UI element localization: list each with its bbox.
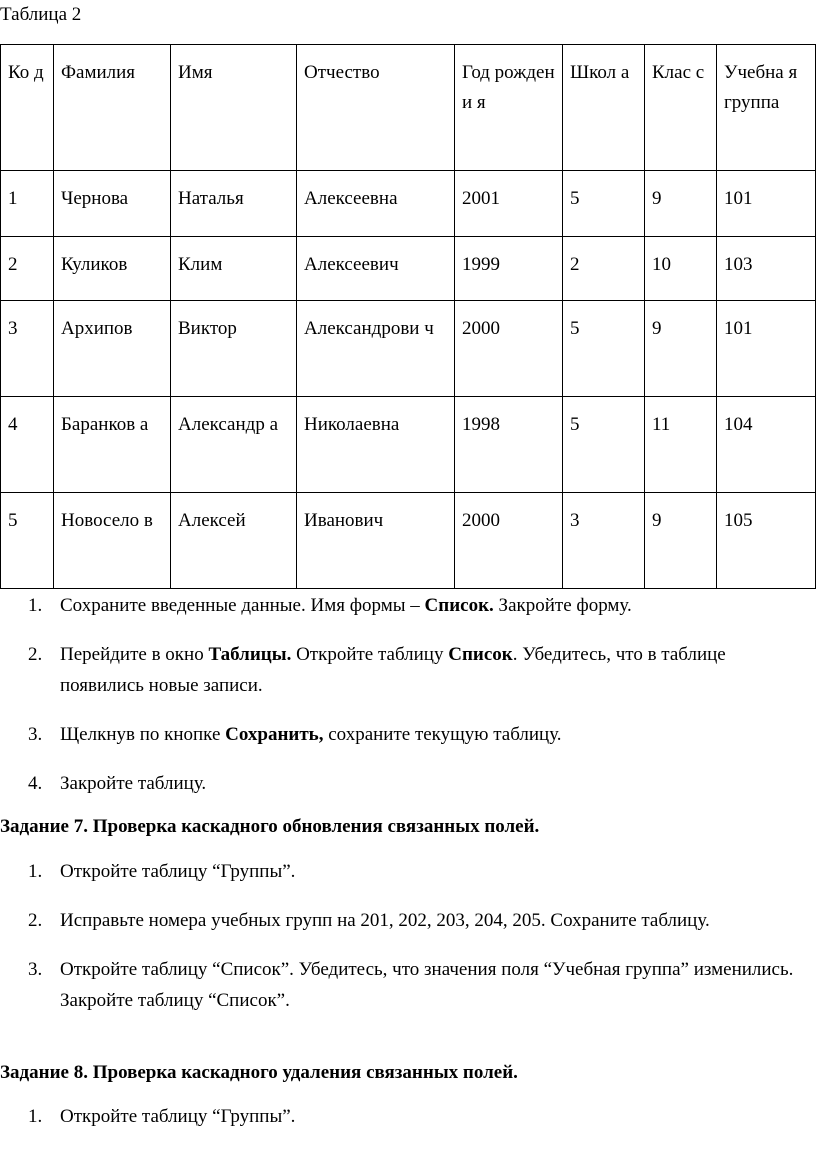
list-item: [0, 590, 800, 621]
table-cell: 1: [1, 171, 54, 237]
table-caption: Таблица 2: [0, 4, 82, 25]
list-text: Откройте таблицу: [291, 644, 449, 665]
table-cell: 3: [1, 301, 54, 397]
list-text: Закройте форму.: [493, 595, 632, 616]
header-cell: Ко д: [1, 45, 54, 171]
list-item: [0, 639, 800, 701]
table-cell: 2: [1, 237, 54, 301]
table-cell: Архипов: [54, 301, 171, 397]
table-cell: 3: [563, 493, 645, 589]
header-cell: Отчество: [297, 45, 455, 171]
list-number: 3.: [28, 724, 43, 745]
table-cell: 5: [563, 397, 645, 493]
table-cell: 5: [563, 171, 645, 237]
window-name-bold: Таблицы.: [208, 644, 292, 665]
list-text: Закройте таблицу.: [60, 773, 207, 794]
table-cell: Николаевна: [297, 397, 455, 493]
list-item: [0, 719, 800, 750]
list-text: Откройте таблицу “Список”. Убедитесь, что значения поля “Учебная группа” изменились. Закройте таблицу “Список”.: [60, 959, 794, 1011]
header-cell: Фамилия: [54, 45, 171, 171]
list-text: Откройте таблицу “Группы”.: [60, 861, 296, 882]
task8-heading: Задание 8. Проверка каскадного удаления связанных полей.: [0, 1062, 518, 1083]
table-cell: 105: [717, 493, 816, 589]
list-number: 2.: [28, 910, 43, 931]
instructions-list: [0, 590, 800, 817]
table-row: [1, 301, 816, 397]
table-cell: 2: [563, 237, 645, 301]
students-table: [0, 44, 816, 589]
list-number: 1.: [28, 595, 43, 616]
task7-list: [0, 856, 800, 1034]
table-cell: 101: [717, 171, 816, 237]
list-number: 2.: [28, 644, 43, 665]
table-cell: 2000: [455, 301, 563, 397]
table-cell: Виктор: [171, 301, 297, 397]
table-cell: 103: [717, 237, 816, 301]
table-cell: 4: [1, 397, 54, 493]
list-number: 3.: [28, 959, 43, 980]
list-text: Перейдите в окно: [60, 644, 209, 665]
list-item: [0, 905, 800, 936]
table-cell: 11: [645, 397, 717, 493]
list-text: сохраните текущую таблицу.: [323, 724, 562, 745]
table-cell: Наталья: [171, 171, 297, 237]
table-cell: 5: [1, 493, 54, 589]
list-number: 4.: [28, 773, 43, 794]
table-cell: 9: [645, 493, 717, 589]
table-header-row: [1, 45, 816, 171]
list-number: 1.: [28, 1106, 43, 1127]
list-item: [0, 856, 800, 887]
table-cell: 2000: [455, 493, 563, 589]
table-cell: 5: [563, 301, 645, 397]
list-text: Откройте таблицу “Группы”.: [60, 1106, 296, 1127]
header-cell: Школ а: [563, 45, 645, 171]
table-cell: Алексеевич: [297, 237, 455, 301]
table-cell: Чернова: [54, 171, 171, 237]
table-name-bold: Список: [448, 644, 513, 665]
table-cell: Александр а: [171, 397, 297, 493]
table-cell: 104: [717, 397, 816, 493]
list-text: Сохраните введенные данные. Имя формы –: [60, 595, 425, 616]
save-button-name-bold: Сохранить,: [225, 724, 324, 745]
table-row: [1, 237, 816, 301]
table-cell: Иванович: [297, 493, 455, 589]
table-cell: 101: [717, 301, 816, 397]
table-cell: 10: [645, 237, 717, 301]
list-number: 1.: [28, 861, 43, 882]
task8-list: [0, 1101, 800, 1150]
form-name-bold: Список.: [424, 595, 494, 616]
task7-heading: Задание 7. Проверка каскадного обновления связанных полей.: [0, 816, 540, 837]
table-cell: 9: [645, 171, 717, 237]
list-item: [0, 1101, 800, 1132]
table-cell: 9: [645, 301, 717, 397]
list-item: [0, 768, 800, 799]
table-cell: 2001: [455, 171, 563, 237]
list-text: Исправьте номера учебных групп на 201, 202, 203, 204, 205. Сохраните таблицу.: [60, 910, 710, 931]
table-cell: 1998: [455, 397, 563, 493]
table-row: [1, 171, 816, 237]
table-cell: 1999: [455, 237, 563, 301]
header-cell: Клас с: [645, 45, 717, 171]
list-text: . Убедитесь, что в таблице появились новые записи.: [60, 644, 726, 696]
table-row: [1, 493, 816, 589]
table-cell: Алексеевна: [297, 171, 455, 237]
header-cell: Учебна я группа: [717, 45, 816, 171]
table-cell: Куликов: [54, 237, 171, 301]
table-row: [1, 397, 816, 493]
table-cell: Баранков а: [54, 397, 171, 493]
list-text: Щелкнув по кнопке: [60, 724, 226, 745]
table-cell: Алексей: [171, 493, 297, 589]
table-cell: Клим: [171, 237, 297, 301]
table-cell: Новосело в: [54, 493, 171, 589]
list-item: [0, 954, 800, 1016]
table-cell: Александрови ч: [297, 301, 455, 397]
header-cell: Год рождени я: [455, 45, 563, 171]
header-cell: Имя: [171, 45, 297, 171]
